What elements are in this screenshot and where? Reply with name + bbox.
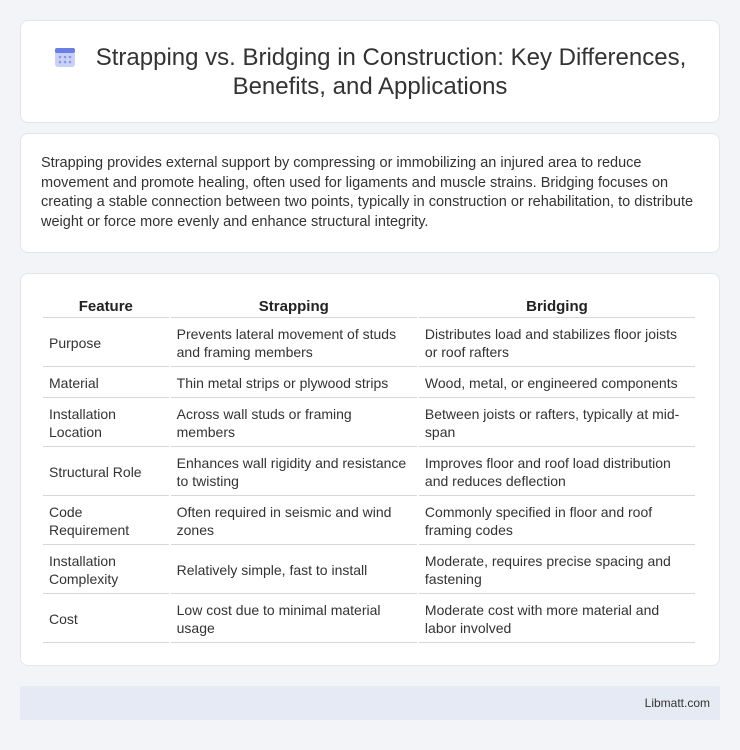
- header-feature: Feature: [43, 294, 169, 318]
- strapping-cell: Thin metal strips or plywood strips: [171, 369, 417, 398]
- strapping-cell: Relatively simple, fast to install: [171, 547, 417, 594]
- strapping-cell: Across wall studs or framing members: [171, 400, 417, 447]
- feature-cell: Structural Role: [43, 449, 169, 496]
- table-row: [43, 369, 695, 398]
- table-row: [43, 547, 695, 594]
- comparison-card: [20, 273, 720, 666]
- footer: [20, 686, 720, 720]
- strapping-cell: Low cost due to minimal material usage: [171, 596, 417, 643]
- bridging-cell: Improves floor and roof load distribution and reduces deflection: [419, 449, 695, 496]
- bridging-cell: Moderate, requires precise spacing and fastening: [419, 547, 695, 594]
- title-card: [20, 20, 720, 123]
- feature-cell: Purpose: [43, 320, 169, 367]
- strapping-cell: Prevents lateral movement of studs and framing members: [171, 320, 417, 367]
- bridging-cell: Distributes load and stabilizes floor joists or roof rafters: [419, 320, 695, 367]
- feature-cell: Code Requirement: [43, 498, 169, 545]
- footer-site-link[interactable]: Libmatt.com: [644, 696, 710, 710]
- feature-cell: Installation Complexity: [43, 547, 169, 594]
- table-header-row: [43, 294, 695, 318]
- table-row: [43, 449, 695, 496]
- comparison-table: [41, 292, 697, 645]
- header-strapping: Strapping: [171, 294, 417, 318]
- feature-cell: Installation Location: [43, 400, 169, 447]
- intro-paragraph: Strapping provides external support by compressing or immobilizing an injured area to reduce movement and promote healing, often used for ligaments and muscle strains. Bridging focuses on creating a stable connection between two points, typically in construction or rehabilitation, to distribute weight or force more evenly and enhance structural integrity.: [41, 155, 694, 230]
- title-line-1: Strapping vs. Bridging in Construction: Key Differences,: [95, 44, 687, 71]
- title-line-2: Benefits, and Applications: [232, 73, 508, 100]
- bridging-cell: Between joists or rafters, typically at mid-span: [419, 400, 695, 447]
- table-row: [43, 498, 695, 545]
- table-row: [43, 320, 695, 367]
- intro-card: [20, 133, 720, 253]
- header-bridging: Bridging: [419, 294, 695, 318]
- page-title: [21, 43, 719, 101]
- table-row: [43, 400, 695, 447]
- feature-cell: Material: [43, 369, 169, 398]
- bridging-cell: Moderate cost with more material and labor involved: [419, 596, 695, 643]
- calendar-icon: [54, 46, 76, 68]
- table-row: [43, 596, 695, 643]
- strapping-cell: Enhances wall rigidity and resistance to twisting: [171, 449, 417, 496]
- bridging-cell: Commonly specified in floor and roof framing codes: [419, 498, 695, 545]
- strapping-cell: Often required in seismic and wind zones: [171, 498, 417, 545]
- bridging-cell: Wood, metal, or engineered components: [419, 369, 695, 398]
- feature-cell: Cost: [43, 596, 169, 643]
